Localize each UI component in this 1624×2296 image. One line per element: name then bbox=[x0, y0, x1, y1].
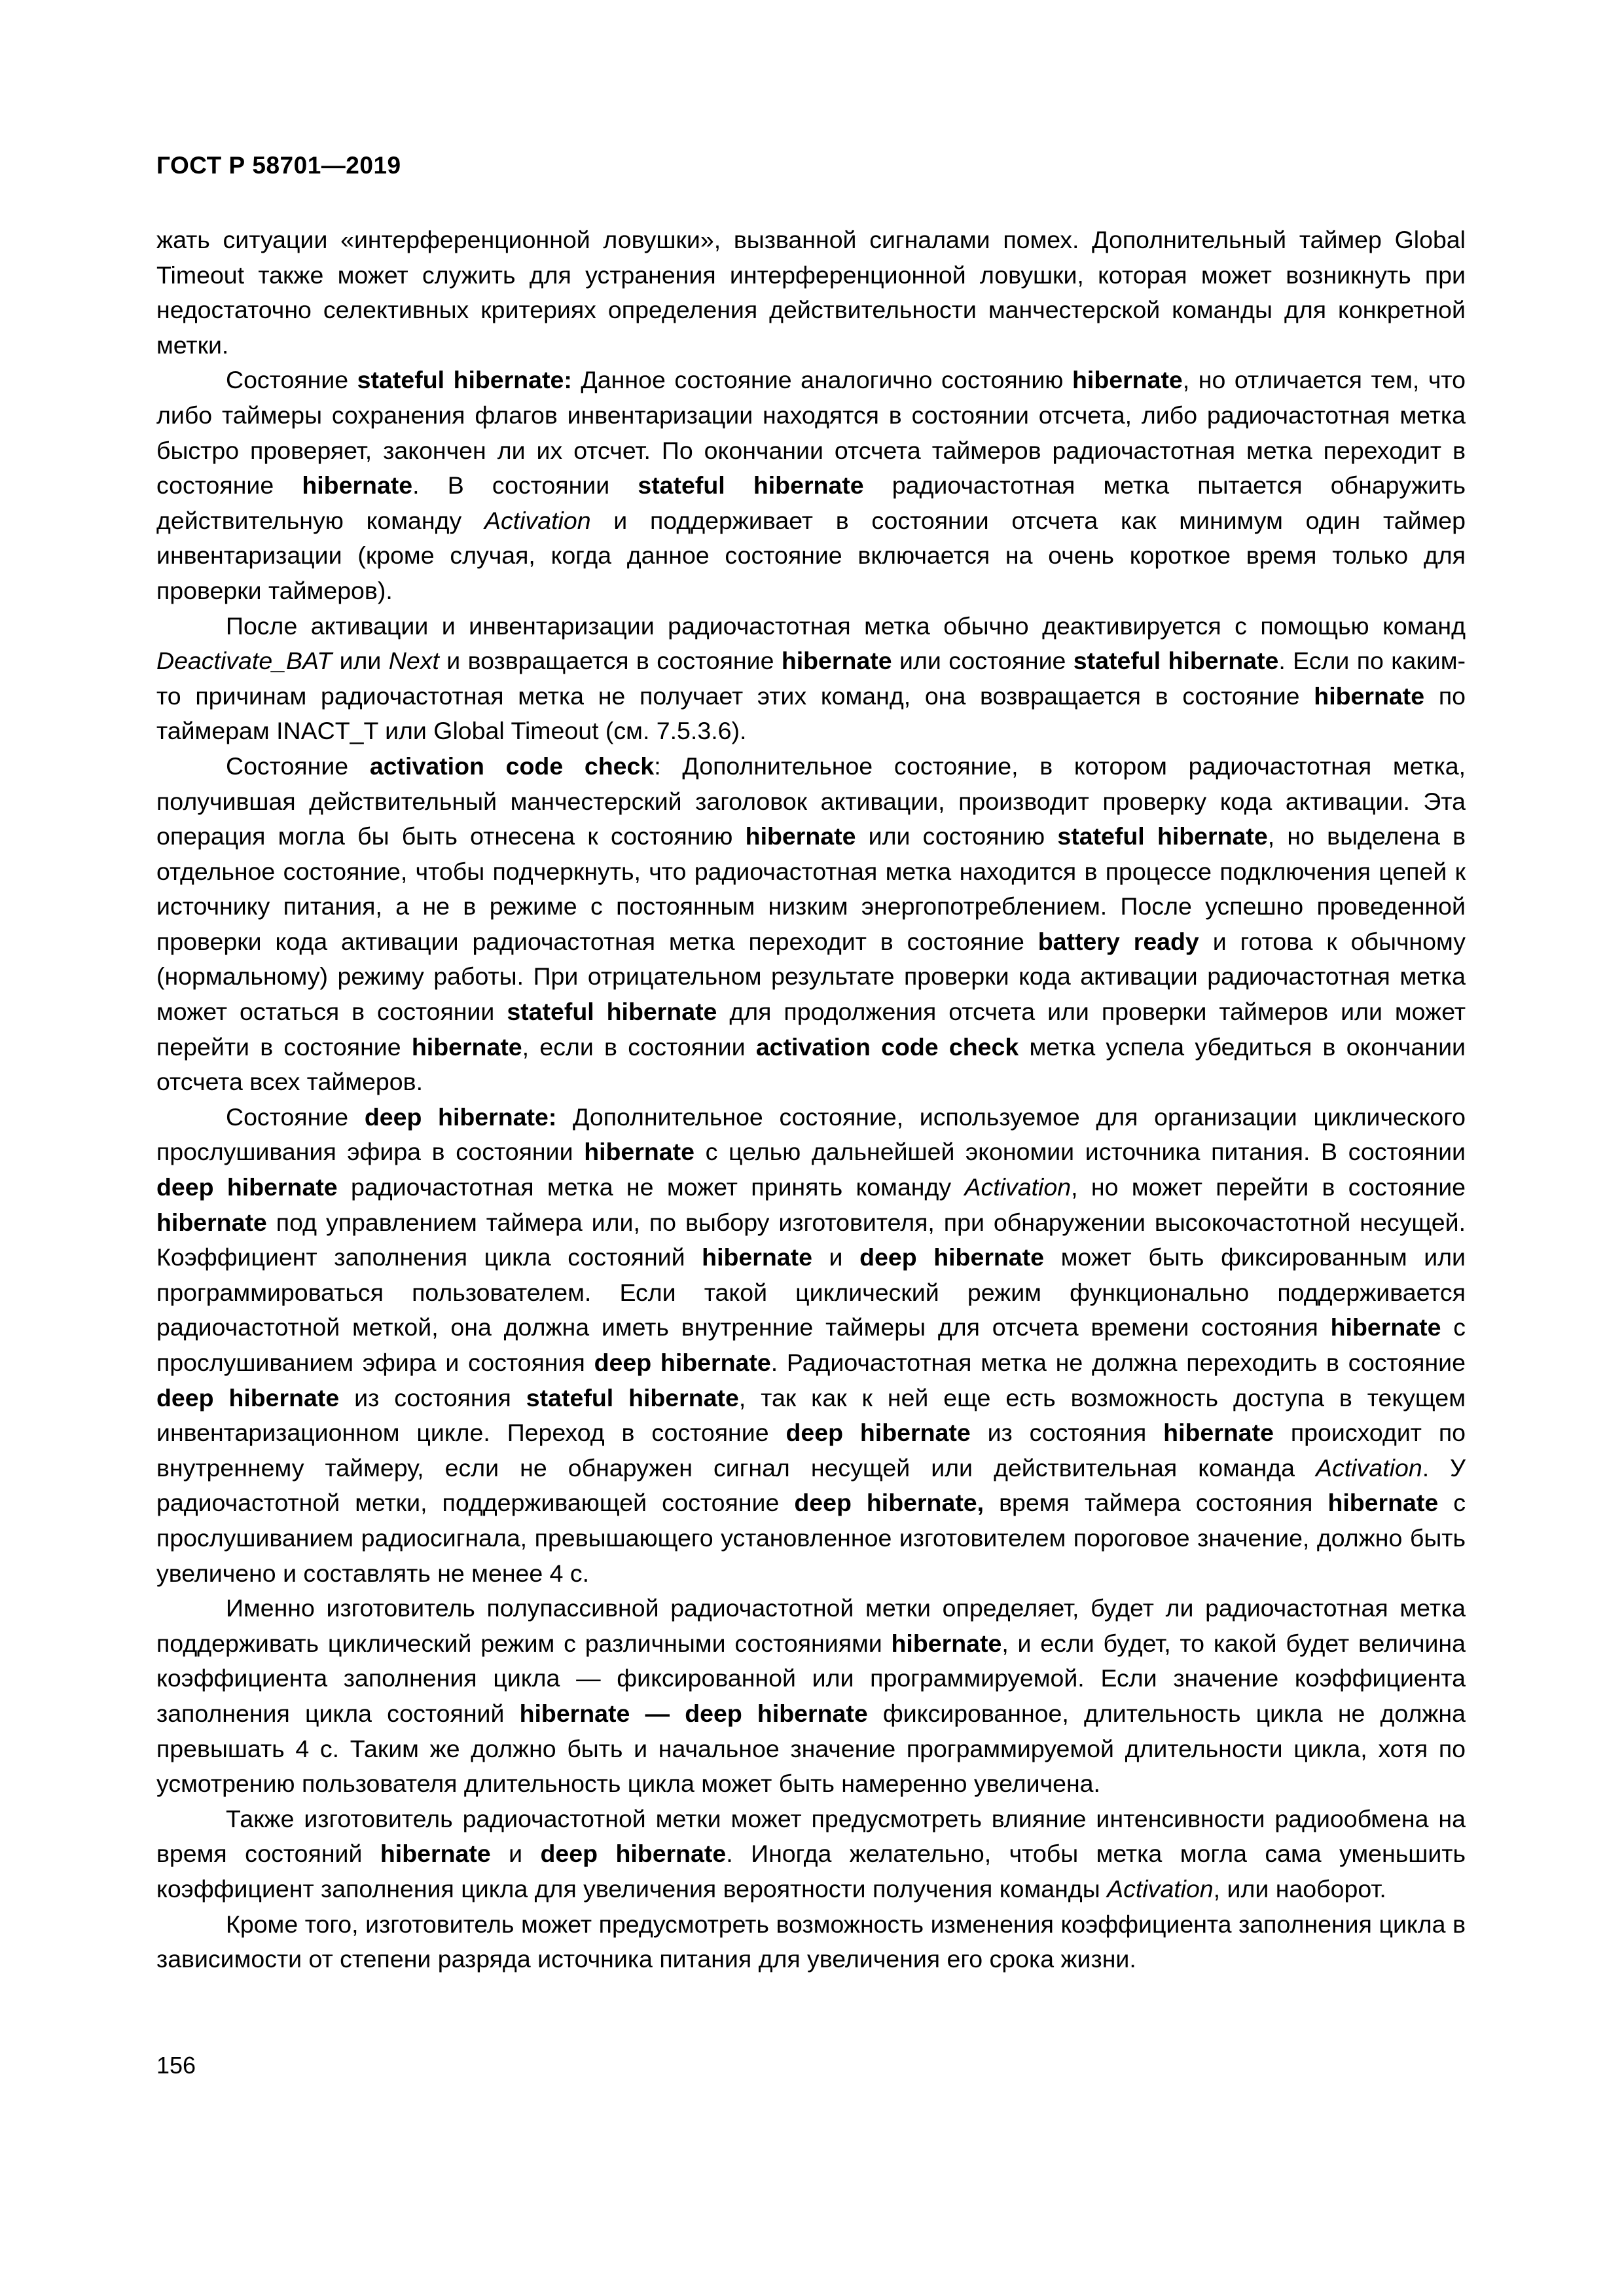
text-run: из состояния bbox=[970, 1419, 1164, 1447]
italic-term: Activation bbox=[484, 506, 591, 534]
bold-term: deep hibernate bbox=[540, 1840, 727, 1868]
text-run: и bbox=[490, 1840, 541, 1868]
text-run: Состояние bbox=[226, 366, 357, 394]
text-run: , так как к ней еще есть возможность доступа в текущем инвентаризационном цикле. Переход в состояние bbox=[156, 1383, 1466, 1447]
text-run: или состоянию bbox=[856, 822, 1058, 850]
bold-term: deep hibernate, bbox=[794, 1489, 984, 1517]
bold-term: deep hibernate bbox=[156, 1383, 340, 1412]
bold-term: deep hibernate bbox=[594, 1349, 771, 1376]
text-run: Кроме того, изготовитель может предусмотреть возможность изменения коэффициента заполнения цикла в зависимости от степени разряда источника питания для увеличения его срока жизни. bbox=[156, 1910, 1466, 1973]
bold-term: stateful hibernate bbox=[526, 1383, 739, 1412]
text-run: Также изготовитель радиочастотной метки может предусмотреть влияние интенсивности радиообмена на время состояний bbox=[156, 1804, 1466, 1868]
text-run: , если в состоянии bbox=[522, 1032, 756, 1061]
bold-term: activation code check bbox=[369, 752, 655, 780]
bold-term: deep hibernate bbox=[785, 1419, 971, 1447]
text-run: или bbox=[332, 647, 389, 675]
italic-term: Next bbox=[388, 647, 439, 675]
bold-term: hibernate bbox=[1072, 366, 1183, 394]
text-run: и готова к обычному (нормальному) режиму работы. При отрицательном результате проверки кода активации радиочастотная метка может остаться в состоянии bbox=[156, 927, 1466, 1026]
text-run: , но отличается тем, что либо таймеры сохранения флагов инвентаризации находятся в состоянии отсчета, либо радиочастотная метка быстро проверяет, закончен ли их отсчет. По окончании отсчета таймеров радиочастотная метка переходит в состояние bbox=[156, 366, 1466, 500]
text-run: . В состоянии bbox=[412, 471, 638, 500]
bold-term: hibernate bbox=[781, 647, 892, 675]
bold-term: hibernate bbox=[891, 1629, 1002, 1657]
text-run: из состояния bbox=[339, 1383, 526, 1412]
italic-term: Deactivate_BAT bbox=[156, 647, 333, 675]
bold-term: stateful hibernate bbox=[1057, 822, 1268, 850]
text-run: Данное состояние аналогично состоянию bbox=[571, 366, 1072, 394]
bold-term: deep hibernate: bbox=[364, 1102, 557, 1131]
body-paragraph bbox=[156, 223, 1466, 363]
text-run: с прослушиванием радиосигнала, превышающего установленное изготовителем пороговое значение, должно быть увеличено и составлять не менее 4 с. bbox=[156, 1489, 1466, 1587]
bold-term: hibernate bbox=[584, 1138, 695, 1166]
bold-term: deep hibernate bbox=[156, 1173, 338, 1201]
text-run: . Иногда желательно, чтобы метка могла сама уменьшить коэффициент заполнения цикла для увеличения вероятности получения команды bbox=[156, 1840, 1466, 1903]
body-paragraph bbox=[156, 609, 1466, 749]
bold-term: hibernate bbox=[1163, 1419, 1274, 1447]
bold-term: activation code check bbox=[755, 1032, 1019, 1061]
text-run: Дополнительное состояние, используемое для организации циклического прослушивания эфира в состоянии bbox=[156, 1102, 1466, 1166]
text-run: с целью дальнейшей экономии источника питания. В состоянии bbox=[694, 1138, 1466, 1166]
text-run: , или наоборот. bbox=[1213, 1874, 1386, 1903]
text-run: , и если будет, то какой будет величина коэффициента заполнения цикла — фиксированной или программируемой. Если значение коэффициента заполнения цикла состояний bbox=[156, 1629, 1466, 1727]
bold-term: hibernate bbox=[702, 1243, 812, 1271]
body-paragraph bbox=[156, 1802, 1466, 1907]
text-run: жать ситуации «интерференционной ловушки», вызванной сигналами помех. Дополнительный таймер Global Timeout также может служить для устранения интерференционной ловушки, которая может возникнуть при недостаточно селективных критериях определения действительности манчестерской команды для конкретной метки. bbox=[156, 226, 1466, 359]
bold-term: hibernate bbox=[156, 1208, 267, 1236]
text-run: под управлением таймера или, по выбору изготовителя, при обнаружении высокочастотной несущей. Коэффициент заполнения цикла состояний bbox=[156, 1208, 1466, 1271]
text-run: по таймерам INACT_T или Global Timeout (см. 7.5.3.6). bbox=[156, 682, 1466, 745]
text-run: Состояние bbox=[226, 752, 370, 780]
text-run: и возвращается в состояние bbox=[439, 647, 782, 675]
body-paragraph bbox=[156, 1591, 1466, 1802]
text-run: метка успела убедиться в окончании отсчета всех таймеров. bbox=[156, 1032, 1466, 1096]
text-run: фиксированное, длительность цикла не должна превышать 4 с. Таким же должно быть и начальное значение программируемой длительности цикла, хотя по усмотрению пользователя длительность цикла может быть намеренно увеличена. bbox=[156, 1699, 1466, 1798]
text-run: происходит по внутреннему таймеру, если не обнаружен сигнал несущей или действительная команда bbox=[156, 1419, 1466, 1482]
bold-term: stateful hibernate bbox=[1073, 647, 1279, 675]
italic-term: Activation bbox=[1316, 1453, 1422, 1482]
text-run: или состояние bbox=[892, 647, 1074, 675]
text-run: для продолжения отсчета или проверки таймеров или может перейти в состояние bbox=[156, 998, 1466, 1061]
text-run: . Если по каким-то причинам радиочастотная метка не получает этих команд, она возвращается в состояние bbox=[156, 647, 1466, 710]
bold-term: hibernate bbox=[302, 471, 413, 500]
text-run: с прослушиванием эфира и состояния bbox=[156, 1313, 1466, 1376]
text-run: . У радиочастотной метки, поддерживающей состояние bbox=[156, 1453, 1466, 1517]
bold-term: hibernate bbox=[1327, 1489, 1439, 1517]
bold-term: deep hibernate bbox=[859, 1243, 1045, 1271]
text-run: и поддерживает в состоянии отсчета как минимум один таймер инвентаризации (кроме случая, когда данное состояние включается на очень короткое время только для проверки таймеров). bbox=[156, 506, 1466, 604]
italic-term: Activation bbox=[1107, 1874, 1214, 1903]
bold-term: hibernate bbox=[411, 1032, 522, 1061]
text-run: Состояние bbox=[226, 1102, 365, 1131]
text-run: Именно изготовитель полупассивной радиочастотной метки определяет, будет ли радиочастотная метка поддерживать циклический режим с различными состояниями bbox=[156, 1594, 1466, 1657]
text-run: радиочастотная метка пытается обнаружить действительную команду bbox=[156, 471, 1466, 534]
text-run: : Дополнительное состояние, в котором радиочастотная метка, получившая действительный манчестерский заголовок активации, производит проверку кода активации. Эта операция могла бы быть отнесена к состоянию bbox=[156, 752, 1466, 850]
bold-term: hibernate bbox=[380, 1840, 491, 1868]
page-number: 156 bbox=[156, 2052, 196, 2079]
document-standard-header: ГОСТ Р 58701—2019 bbox=[156, 152, 401, 179]
body-paragraph bbox=[156, 749, 1466, 1100]
bold-term: hibernate bbox=[1330, 1313, 1441, 1341]
bold-term: stateful hibernate bbox=[638, 471, 864, 500]
text-run: . Радиочастотная метка не должна переходить в состояние bbox=[770, 1349, 1466, 1376]
document-body bbox=[156, 223, 1466, 1977]
text-run: , но может перейти в состояние bbox=[1071, 1173, 1466, 1201]
body-paragraph bbox=[156, 1907, 1466, 1977]
text-run: , но выделена в отдельное состояние, чтобы подчеркнуть, что радиочастотная метка находится в процессе подключения цепей к источнику питания, а не в режиме с постоянным низким энергопотреблением. После успешно проведенной проверки кода активации радиочастотная метка переходит в состояние bbox=[156, 822, 1466, 955]
bold-term: stateful hibernate bbox=[507, 998, 717, 1026]
text-run: и bbox=[812, 1243, 860, 1271]
text-run: время таймера состояния bbox=[984, 1489, 1328, 1517]
body-paragraph bbox=[156, 363, 1466, 608]
text-run: может быть фиксированным или программироваться пользователем. Если такой циклический режим функционально поддерживается радиочастотной меткой, она должна иметь внутренние таймеры для отсчета времени состояния bbox=[156, 1243, 1466, 1341]
body-paragraph bbox=[156, 1100, 1466, 1591]
text-run: радиочастотная метка не может принять команду bbox=[337, 1173, 965, 1201]
bold-term: hibernate bbox=[745, 822, 856, 850]
bold-term: hibernate bbox=[1314, 682, 1425, 710]
bold-term: battery ready bbox=[1038, 927, 1199, 955]
italic-term: Activation bbox=[964, 1173, 1072, 1201]
text-run: После активации и инвентаризации радиочастотная метка обычно деактивируется с помощью команд bbox=[226, 611, 1466, 640]
bold-term: hibernate — deep hibernate bbox=[519, 1699, 868, 1727]
bold-term: stateful hibernate: bbox=[357, 366, 572, 394]
